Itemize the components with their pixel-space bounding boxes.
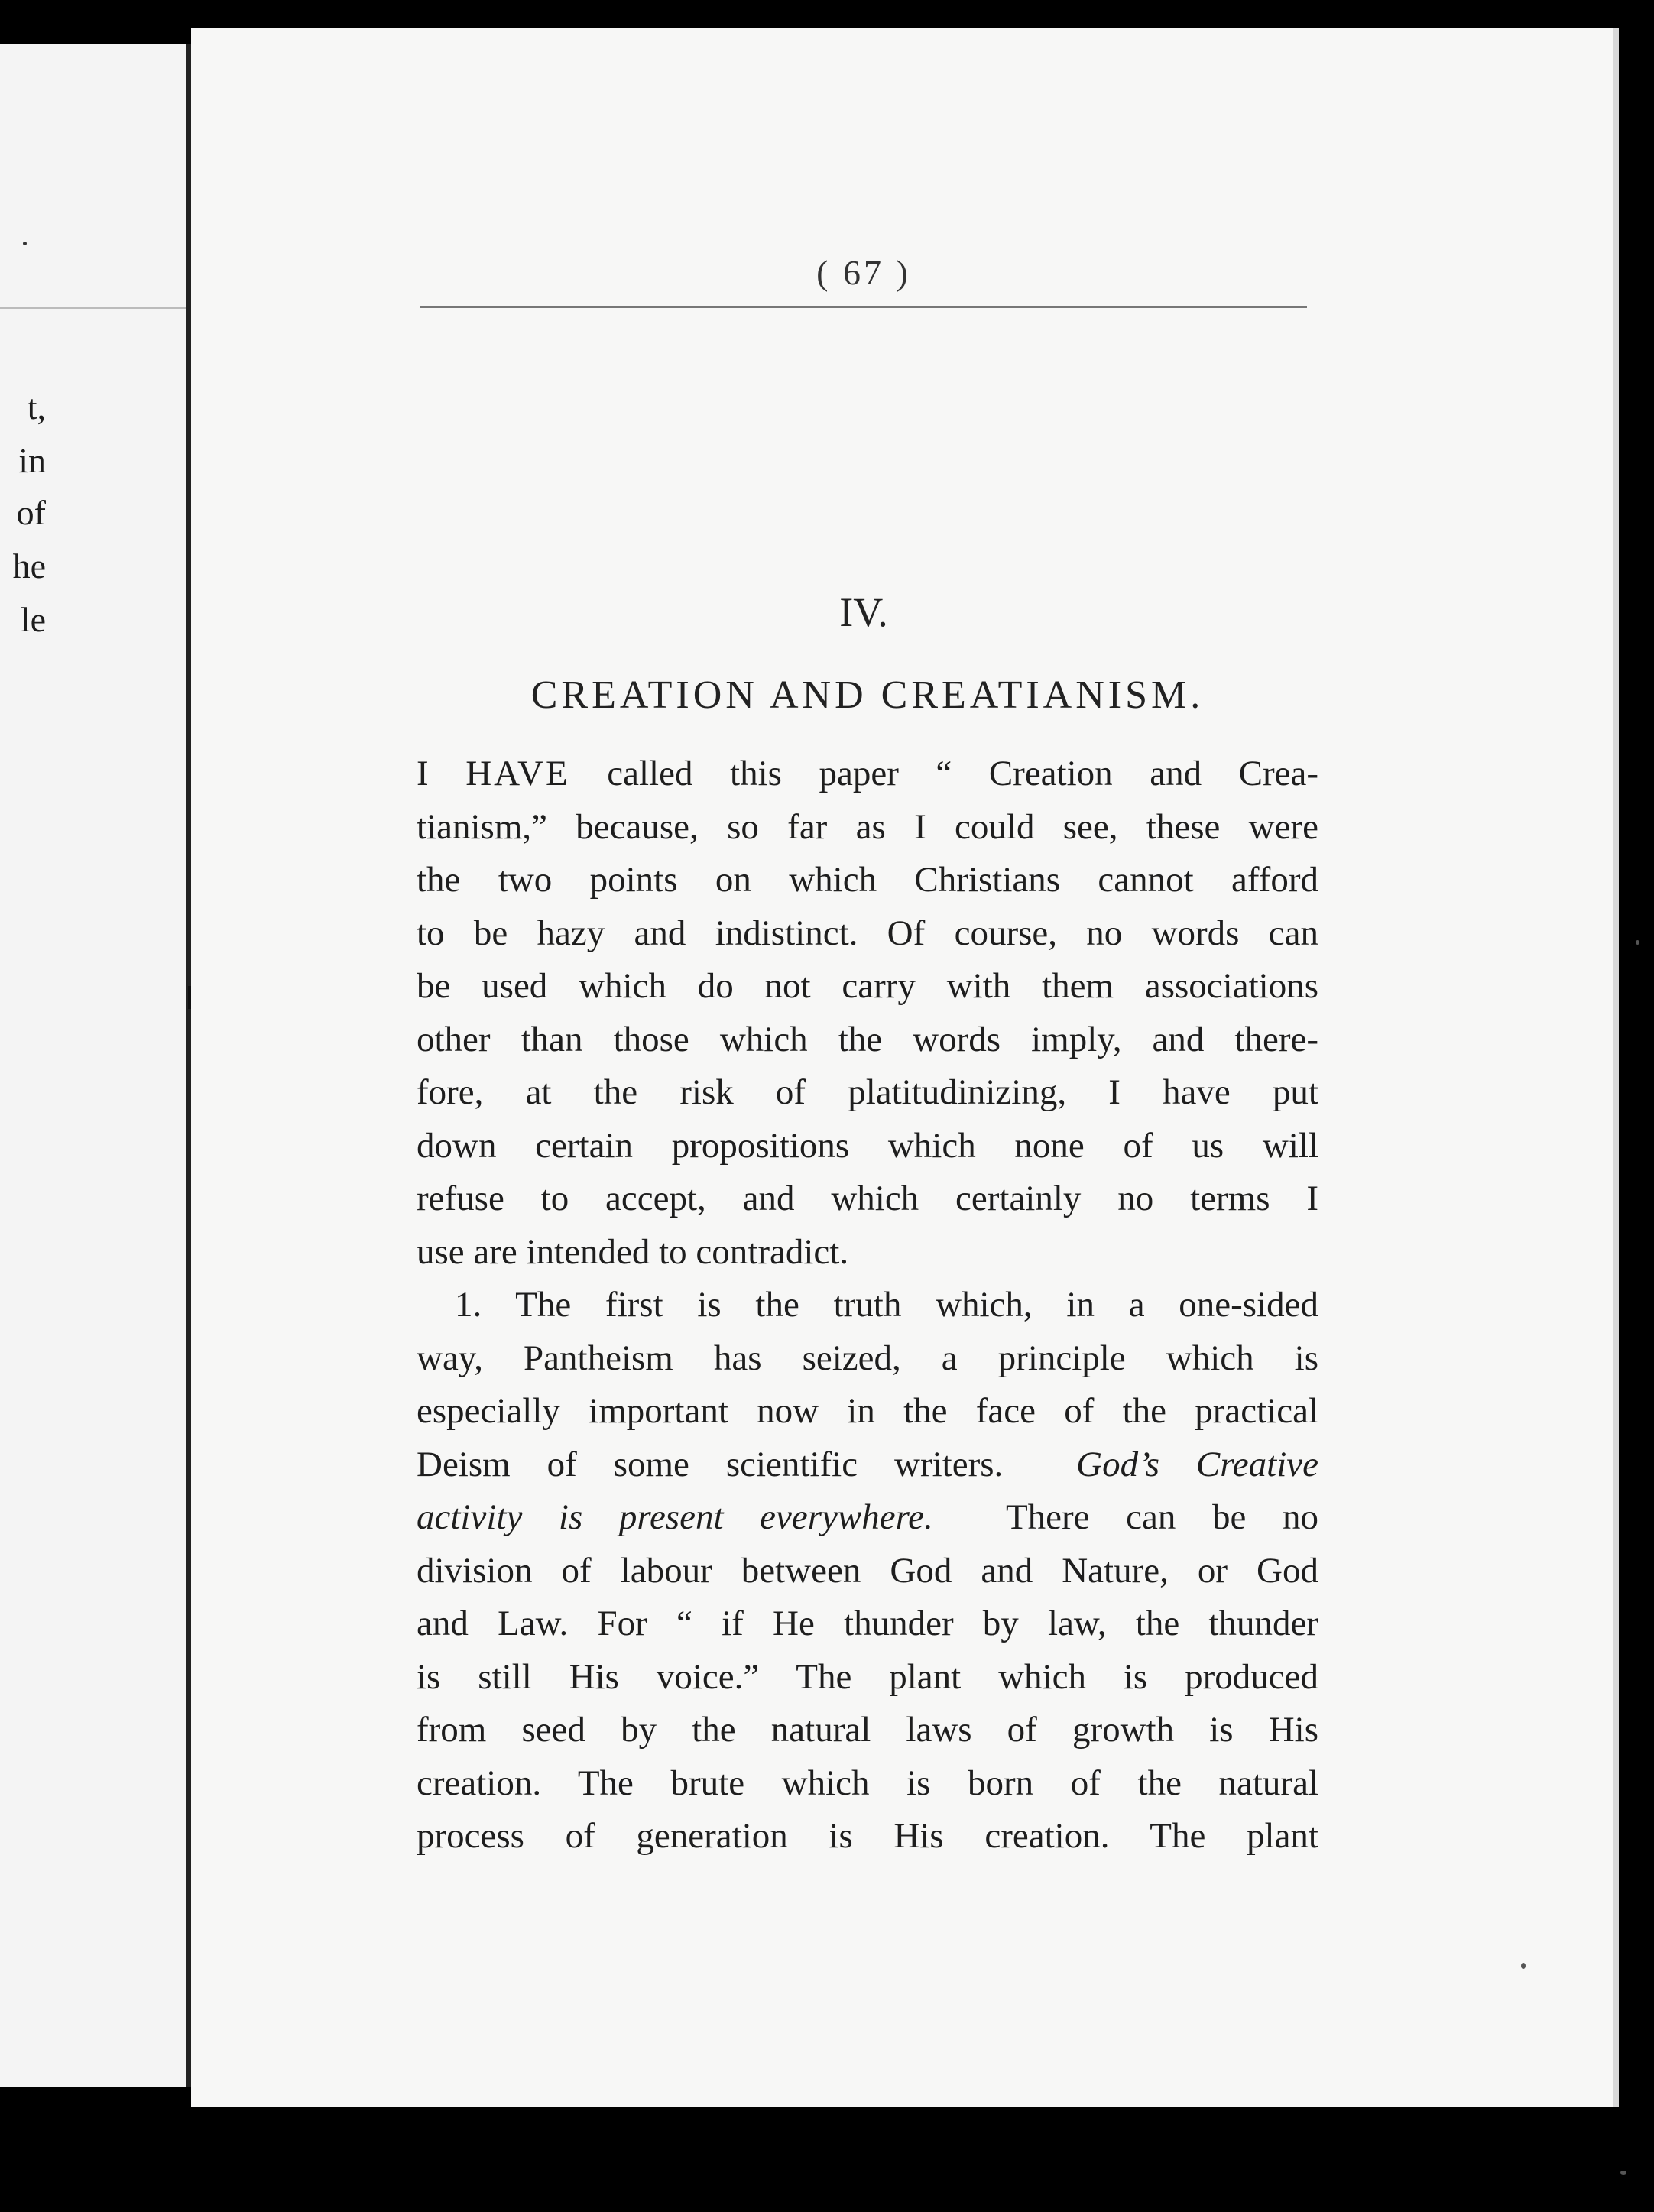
ink-speck bbox=[1620, 2171, 1626, 2175]
text-line bbox=[417, 1438, 1318, 1492]
chapter-title: CREATION AND CREATIANISM. bbox=[530, 673, 1205, 717]
text-line: from seed by the natural laws of growth is His bbox=[417, 1710, 1318, 1750]
text-line: and Law. For “ if He thunder by law, the thunder bbox=[417, 1604, 1318, 1643]
previous-page-fragment: he bbox=[12, 547, 46, 585]
previous-page-edge bbox=[0, 44, 191, 2087]
text-line: 1. The first is the truth which, in a one-sided bbox=[455, 1285, 1318, 1325]
text-line bbox=[417, 1491, 1318, 1545]
header-rule bbox=[420, 306, 1307, 308]
text-line: use are intended to contradict. bbox=[417, 1231, 849, 1272]
text-line: to be hazy and indistinct. Of course, no words can bbox=[417, 913, 1318, 953]
ink-speck bbox=[23, 242, 27, 245]
text-line: creation. The brute which is born of the natural bbox=[417, 1763, 1318, 1803]
text-line: be used which do not carry with them associations bbox=[417, 966, 1318, 1006]
line-text: Deism of some scientific writers. bbox=[417, 1444, 1004, 1484]
body-text bbox=[417, 748, 1318, 1863]
opening-smallcaps: HAVE bbox=[465, 754, 570, 793]
text-line: tianism,” because, so far as I could see, these were bbox=[417, 806, 1318, 847]
text-line: the two points on which Christians cannot afford bbox=[417, 860, 1318, 900]
chapter-numeral: IV. bbox=[839, 589, 888, 635]
text-line: division of labour between God and Nature, or God bbox=[417, 1550, 1318, 1591]
text-line: other than those which the words imply, and there- bbox=[417, 1019, 1318, 1059]
page-number: ( 67 ) bbox=[816, 253, 911, 292]
text-line: refuse to accept, and which certainly no terms I bbox=[417, 1179, 1318, 1218]
previous-page-fragment: t, bbox=[27, 388, 46, 427]
drop-word: I bbox=[417, 754, 429, 793]
text-line: is still His voice.” The plant which is produced bbox=[417, 1656, 1318, 1697]
text-line: down certain propositions which none of us will bbox=[417, 1125, 1318, 1166]
ink-speck bbox=[1521, 1963, 1526, 1969]
text-line: way, Pantheism has seized, a principle which is bbox=[417, 1338, 1318, 1378]
ink-speck bbox=[1636, 940, 1639, 945]
previous-page-fragment: of bbox=[16, 493, 46, 532]
line-text: There can be no bbox=[1005, 1497, 1318, 1537]
line-text: called this paper “ Creation and Crea- bbox=[569, 754, 1318, 793]
previous-page-fragment: in bbox=[18, 441, 46, 480]
text-line: fore, at the risk of platitudinizing, I have put bbox=[417, 1072, 1318, 1112]
text-line bbox=[417, 748, 1318, 801]
text-line: process of generation is His creation. The plant bbox=[417, 1816, 1318, 1856]
text-line: especially important now in the face of the practical bbox=[417, 1391, 1318, 1431]
previous-page-rule bbox=[0, 307, 186, 309]
italic-phrase: activity is present everywhere. bbox=[417, 1497, 933, 1537]
italic-phrase: God’s Creative bbox=[1076, 1444, 1319, 1484]
previous-page-fragment: le bbox=[20, 600, 46, 639]
